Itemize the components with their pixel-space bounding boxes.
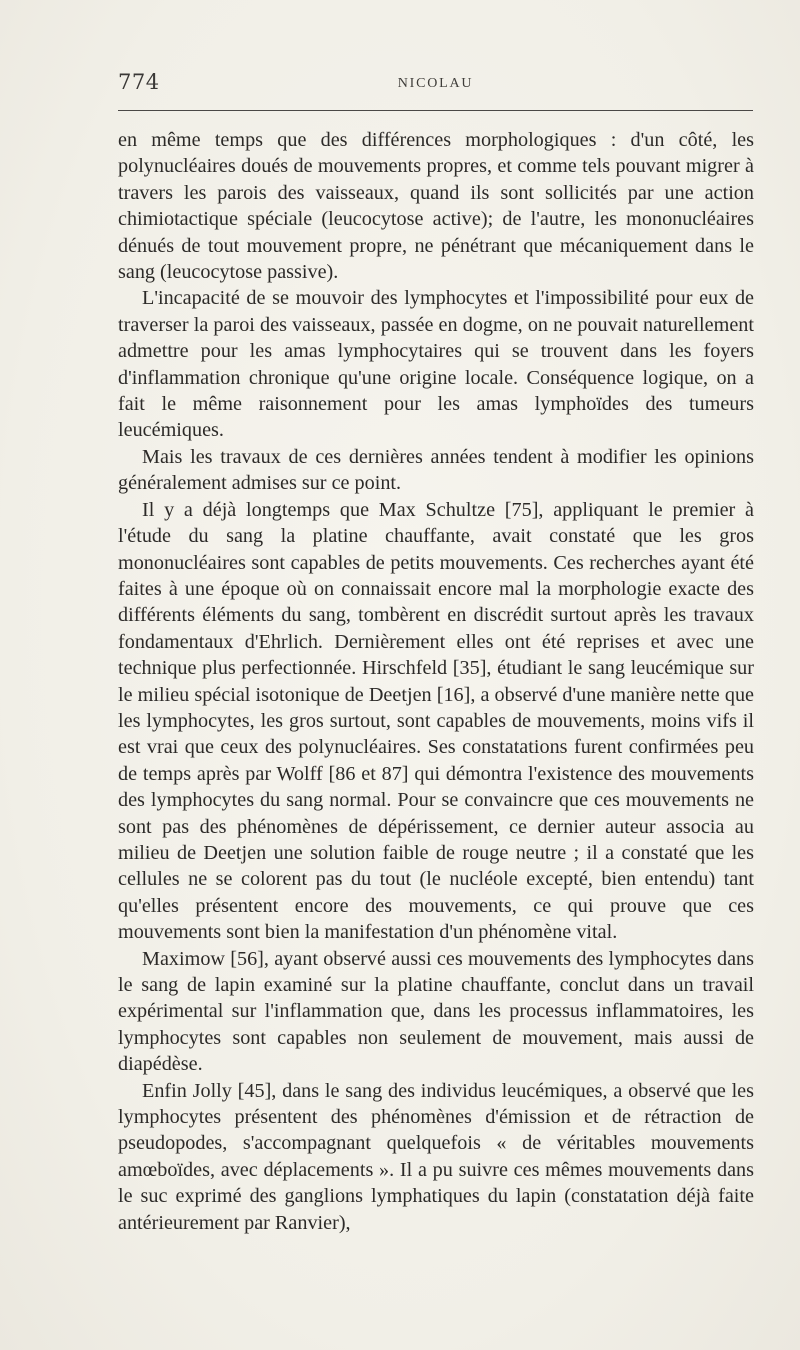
paragraph-1: en même temps que des différences morphologiques : d'un côté, les polynucléaires doués de mouvements propres, et comme tels pouvant migrer à travers les parois des vaisseaux, quand ils sont sollicités par une action chimiotactique spéciale (leucocytose active); de l'autre, les mononucléaires dénués de tout mouvement propre, ne pénétrant que mécaniquement dans le sang (leucocytose passive).: [118, 129, 754, 284]
page-header: [118, 70, 753, 104]
body-text: [118, 127, 754, 1236]
paragraph-2: L'incapacité de se mouvoir des lymphocytes et l'impossibilité pour eux de traverser la paroi des vaisseaux, passée en dogme, on ne pouvait naturellement admettre pour les amas lymphocytaires qui se trouvent dans les foyers d'inflammation chronique qu'une origine locale. Conséquence logique, on a fait le même raisonnement pour les amas lymphoïdes des tumeurs leucémiques.: [118, 287, 754, 442]
paragraph-3: Mais les travaux de ces dernières années tendent à modifier les opinions généralement admises sur ce point.: [118, 445, 754, 495]
page-number: 774: [118, 70, 160, 94]
paragraph-5: Maximow [56], ayant observé aussi ces mouvements des lymphocytes dans le sang de lapin examiné sur la platine chauffante, conclut dans un travail expérimental sur l'inflammation que, dans les processus inflammatoires, les lymphocytes sont capables non seulement de mouvement, mais aussi de diapédèse.: [118, 947, 754, 1076]
paragraph-4: Il y a déjà longtemps que Max Schultze [75], appliquant le premier à l'étude du sang la platine chauffante, avait constaté que les gros mononucléaires sont capables de petits mouvements. Ces recherches ayant été faites à une époque où on connaissait encore mal la morphologie exacte des différents éléments du sang, tombèrent en discrédit surtout après les travaux fondamentaux d'Ehrlich. Dernièrement elles ont été reprises et avec une technique plus perfectionnée. Hirschfeld [35], étudiant le sang leucémique sur le milieu spécial isotonique de Deetjen [16], a observé d'une manière nette que les lymphocytes, les gros surtout, sont capables de mouvements, moins vifs il est vrai que ceux des polynucléaires. Ses constatations furent confirmées peu de temps après par Wolff [86 et 87] qui démontra l'existence des mouvements des lymphocytes du sang normal. Pour se convaincre que ces mouvements ne sont pas des phénomènes de dépérissement, ce dernier auteur associa au milieu de Deetjen une solution faible de rouge neutre ; il a constaté que les cellules ne se colorent pas du tout (le nucléole excepté, bien entendu) tant qu'elles présentent encore des mouvements, ce qui prouve que ces mouvements sont bien la manifestation d'un phénomène vital.: [118, 498, 754, 944]
header-rule: [118, 110, 753, 111]
running-title: NICOLAU: [397, 76, 474, 91]
paragraph-6: Enfin Jolly [45], dans le sang des individus leucémiques, a observé que les lymphocytes présentent des phénomènes d'émission et de rétraction de pseudopodes, s'accompagnant quelquefois « de véritables mouvements amœboïdes, avec déplacements ». Il a pu suivre ces mêmes mouvements dans le suc exprimé des ganglions lymphatiques du lapin (constatation déjà faite antérieurement par Ranvier),: [118, 1079, 754, 1234]
